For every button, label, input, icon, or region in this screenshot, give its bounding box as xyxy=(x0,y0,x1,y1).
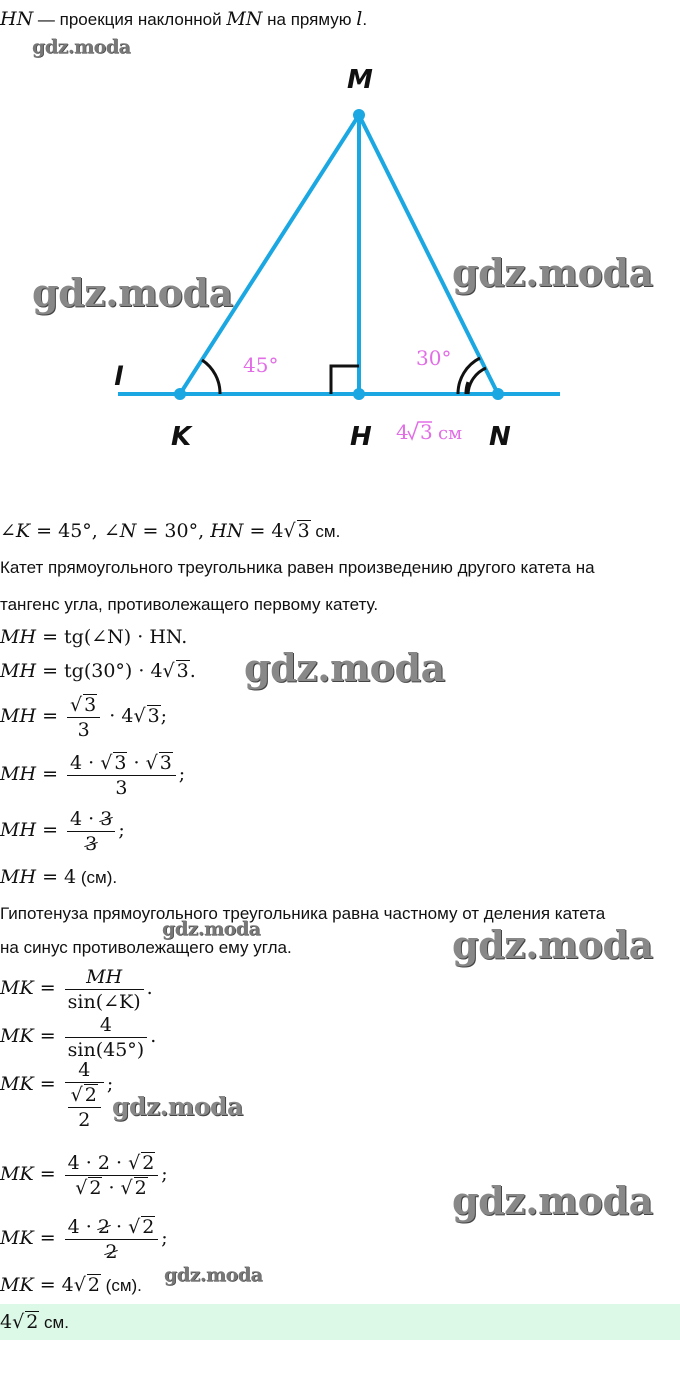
angle-k-arc xyxy=(202,360,220,394)
watermark: gdz.moda xyxy=(452,1178,653,1223)
watermark: gdz.moda xyxy=(32,270,233,315)
mk-step-4: MK = $\frac{4 \cdot 2 \cdot √ 2}{√ 2 \cdot √ 2}$ ; xyxy=(0,1152,168,1200)
mk-step-6: MK = 4√ 2 (см). xyxy=(0,1274,142,1296)
watermark: gdz.moda xyxy=(162,918,261,940)
watermark: gdz.moda xyxy=(112,1092,243,1121)
watermark: gdz.moda xyxy=(32,36,131,58)
label-n: N xyxy=(489,422,511,452)
mh-step-4: MH = $\frac{4 \cdot √ 3 \cdot √ 3}{3}$ ; xyxy=(0,752,186,800)
point-m xyxy=(353,109,365,121)
rule2-line2: на синус противолежащего ему угла. xyxy=(0,938,292,957)
watermark: gdz.moda xyxy=(452,922,653,967)
label-h: H xyxy=(350,422,372,452)
hn-length-coef: 4 xyxy=(396,420,409,444)
mh-step-1: MH = tg(∠N) · HN. xyxy=(0,626,188,648)
point-h xyxy=(353,388,365,400)
header-line: HN — проекция наклонной MN на прямую l. xyxy=(0,8,368,30)
label-k: K xyxy=(171,422,192,452)
rule2-line1: Гипотенуза прямоугольного треугольника равна частному от деления катета xyxy=(0,904,606,923)
hn-length-rad: 3 xyxy=(420,420,433,444)
mh-step-6: MH = 4 (см). xyxy=(0,866,118,888)
angle-k-label: 45° xyxy=(243,353,279,377)
answer-box xyxy=(0,1304,680,1340)
rule1-line2: тангенс угла, противолежащего первому катету. xyxy=(0,595,379,614)
mh-step-2: MH = tg(30°) · 4√ 3. xyxy=(0,660,196,682)
hn-length-unit: см xyxy=(438,423,463,444)
mh-step-5: MH = $\frac{4 \cdot 3}{3}$ ; xyxy=(0,808,125,856)
given-line: ∠K = 45°, ∠N = 30°, HN = 4√ 3 см. xyxy=(0,520,341,542)
mk-step-2: MK = $\frac{4}{\sin(45^\circ)}$ . xyxy=(0,1014,157,1062)
watermark: gdz.moda xyxy=(244,645,445,690)
point-n xyxy=(492,388,504,400)
angle-n-label: 30° xyxy=(416,346,452,370)
label-m: M xyxy=(347,65,373,95)
mk-step-5: MK = $\frac{4 \cdot 2 \cdot √ 2}{2}$ ; xyxy=(0,1216,168,1264)
watermark: gdz.moda xyxy=(164,1264,263,1286)
answer-text: 4√ 2 см. xyxy=(0,1311,69,1333)
mn-symbol: MN xyxy=(226,8,263,30)
hn-symbol: HN xyxy=(0,8,34,30)
mk-step-1: MK = $\frac{MH}{\sin(\angle K)}$ . xyxy=(0,966,153,1014)
label-l: l xyxy=(114,362,123,392)
point-k xyxy=(174,388,186,400)
watermark: gdz.moda xyxy=(452,250,653,295)
angle-n-arc-2 xyxy=(468,368,486,394)
mh-step-3: MH = $\frac{√ 3}{3}$ · 4√ 3; xyxy=(0,694,168,742)
rule1-line1: Катет прямоугольного треугольника равен произведению другого катета на xyxy=(0,558,595,577)
mk-step-3: MK = $\frac{4}{\frac{√ 2}{2}}$ ; xyxy=(0,1059,114,1131)
l-symbol: l xyxy=(356,8,363,30)
